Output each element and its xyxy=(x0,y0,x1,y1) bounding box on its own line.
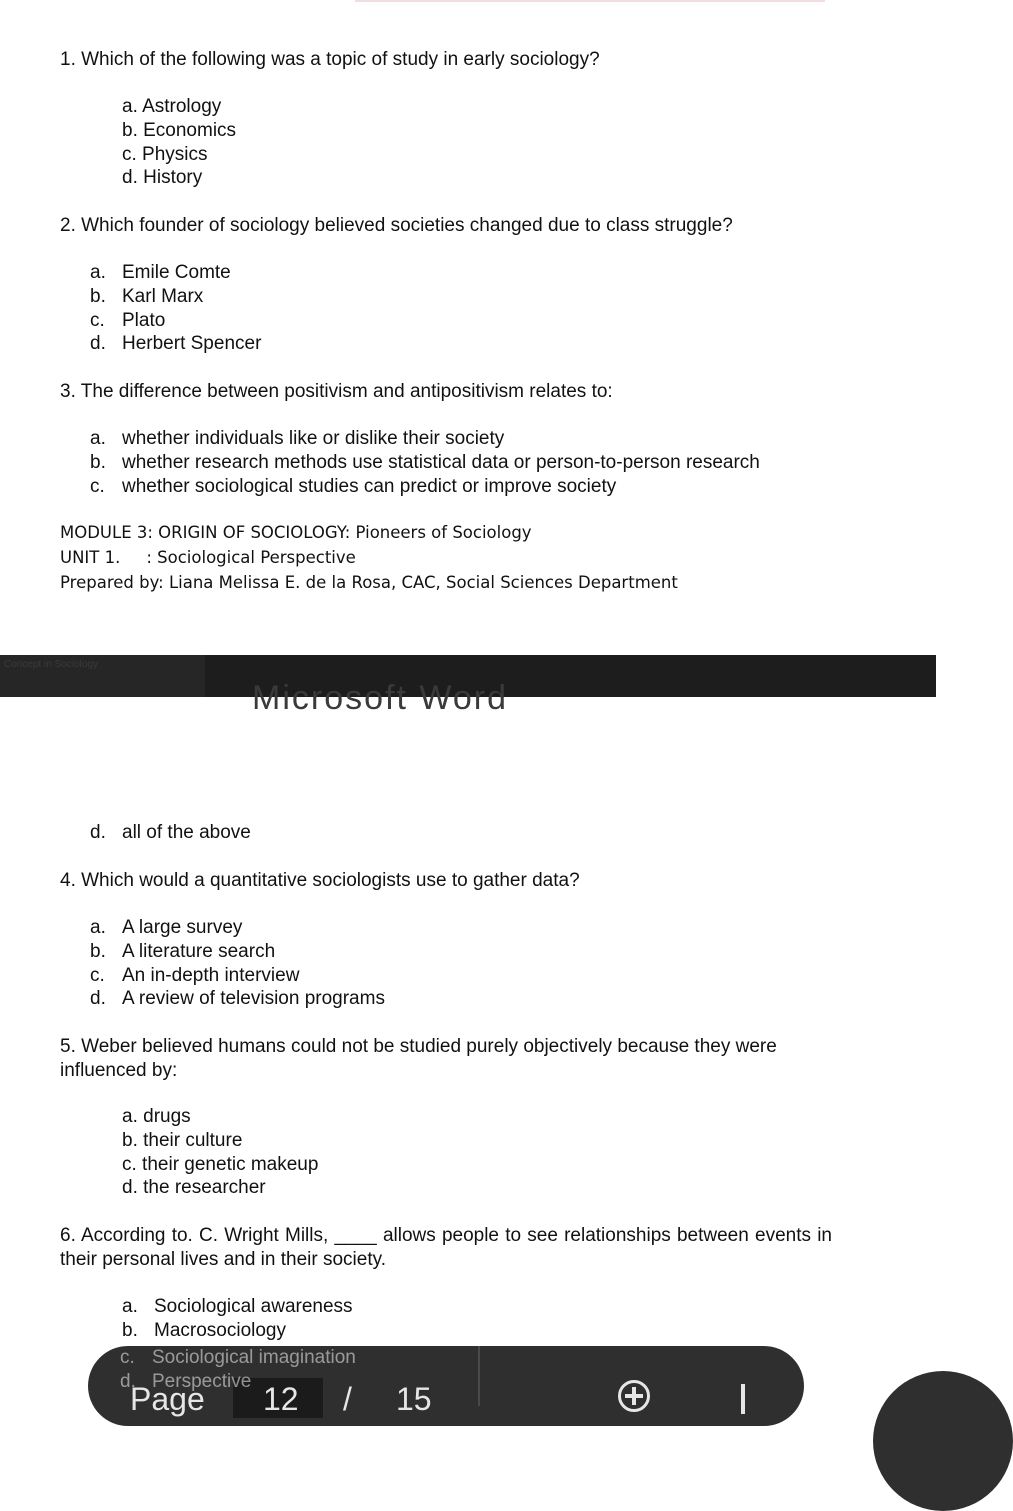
option-c: c. Physics xyxy=(122,143,208,165)
app-name-watermark: Microsoft Word xyxy=(252,679,508,717)
option-c: c. whether sociological studies can predict or improve society xyxy=(90,475,617,497)
option-a: a. drugs xyxy=(122,1106,191,1127)
option-c: c. their genetic makeup xyxy=(122,1153,319,1175)
option-b: b. A literature search xyxy=(90,940,276,962)
question-1: 1. Which of the following was a topic of study in early sociology? xyxy=(60,49,600,70)
option-c: c. Sociological imagination xyxy=(120,1347,356,1368)
option-b: b. Economics xyxy=(122,119,237,141)
option-b: b. Macrosociology xyxy=(122,1319,286,1341)
option-d: d. Perspective xyxy=(120,1370,252,1392)
current-page[interactable]: 12 xyxy=(263,1381,299,1417)
question-2: 2. Which founder of sociology believed societies changed due to class struggle? xyxy=(60,215,733,236)
option-c: c. An in-depth interview xyxy=(90,964,300,986)
question-3: 3. The difference between positivism and antipositivism relates to: xyxy=(60,381,613,402)
option-a: a. A large survey xyxy=(90,917,243,938)
unit-line: UNIT 1. : Sociological Perspective xyxy=(60,548,356,567)
page-separator: / xyxy=(343,1381,352,1417)
option-b: b. Karl Marx xyxy=(90,285,204,307)
floating-action-button[interactable] xyxy=(873,1371,1013,1511)
question-1-options xyxy=(122,95,236,190)
option-a: a. Sociological awareness xyxy=(122,1296,353,1317)
question-5-options xyxy=(122,1105,318,1200)
option-a: a. Astrology xyxy=(122,96,222,117)
option-d: d. Herbert Spencer xyxy=(90,333,262,355)
module-footer xyxy=(60,520,678,595)
page-label: Page xyxy=(130,1381,205,1417)
option-d: d. all of the above xyxy=(90,822,251,843)
question-6-options-overlapped xyxy=(120,1346,356,1394)
option-a: a. whether individuals like or dislike their society xyxy=(90,428,505,449)
download-icon[interactable] xyxy=(741,1384,745,1414)
viewer-band xyxy=(0,655,936,717)
question-6-options xyxy=(122,1295,353,1343)
document-tab[interactable]: Concept in Sociology xyxy=(0,655,205,697)
zoom-in-icon[interactable] xyxy=(618,1380,650,1412)
question-4: 4. Which would a quantitative sociologists use to gather data? xyxy=(60,870,580,891)
module-title: MODULE 3: ORIGIN OF SOCIOLOGY: Pioneers of Sociology xyxy=(60,523,532,542)
option-d: d. A review of television programs xyxy=(90,988,385,1010)
option-a: a. Emile Comte xyxy=(90,262,231,283)
question-6: 6. According to. C. Wright Mills, ____ allows people to see relationships between events in their personal lives and in their society. xyxy=(60,1225,832,1270)
question-3-options xyxy=(90,427,760,498)
option-c: c. Plato xyxy=(90,309,166,331)
option-d: d. History xyxy=(122,167,203,189)
top-edge-line xyxy=(355,0,825,2)
total-pages: 15 xyxy=(396,1381,432,1417)
prepared-by: Prepared by: Liana Melissa E. de la Rosa, CAC, Social Sciences Department xyxy=(60,573,678,592)
option-b: b. their culture xyxy=(122,1129,243,1151)
question-3-options-continued xyxy=(90,821,251,845)
question-4-options xyxy=(90,916,385,1011)
question-5: 5. Weber believed humans could not be studied purely objectively because they were influenced by: xyxy=(60,1036,777,1081)
option-d: d. the researcher xyxy=(122,1177,266,1199)
option-b: b. whether research methods use statistical data or person-to-person research xyxy=(90,451,760,473)
pager-divider xyxy=(478,1346,480,1406)
question-2-options xyxy=(90,261,261,356)
